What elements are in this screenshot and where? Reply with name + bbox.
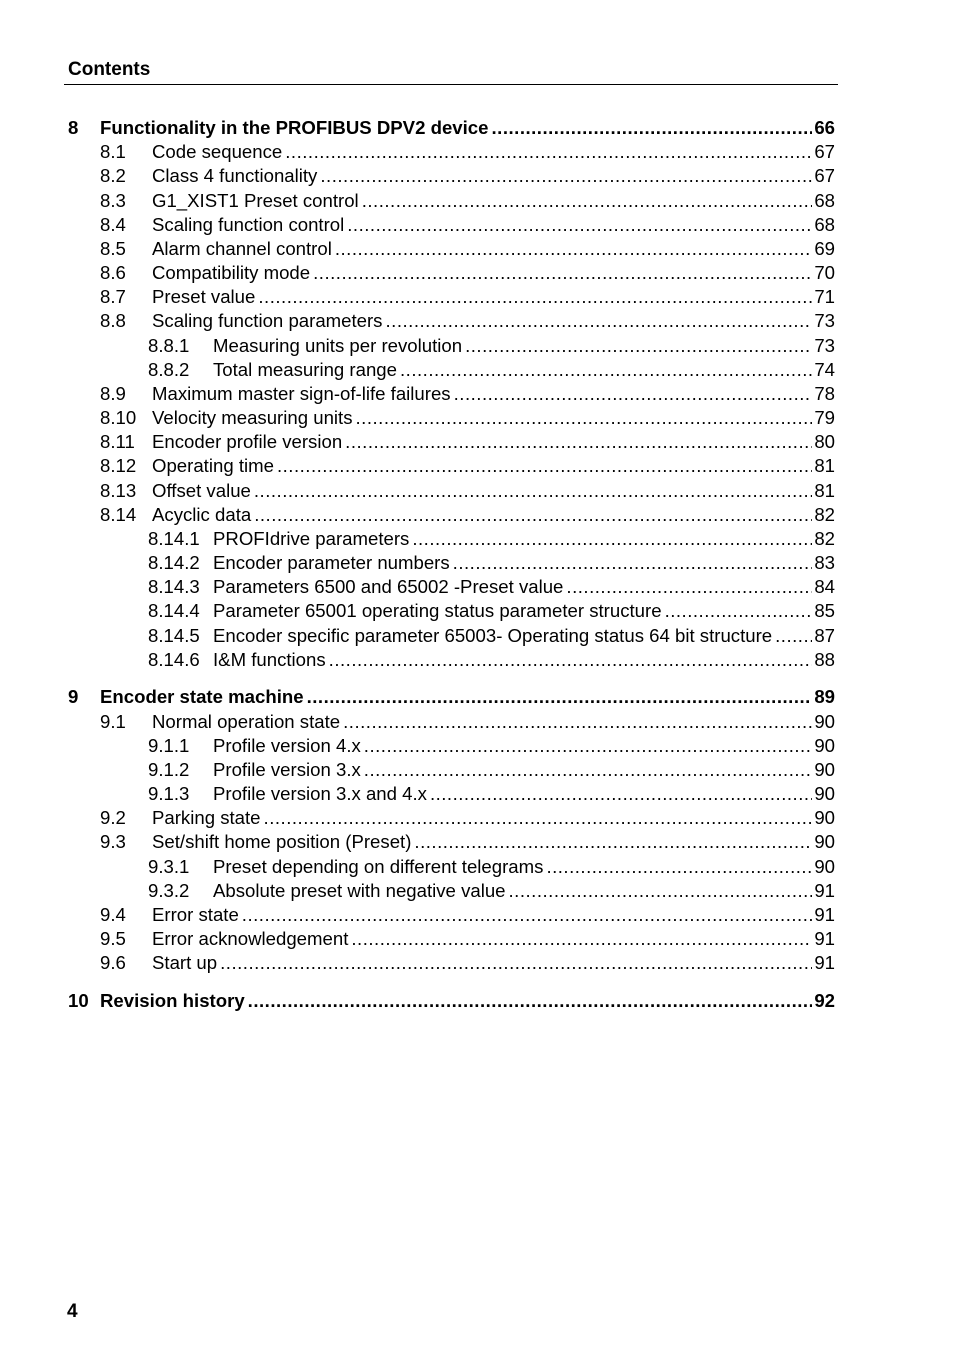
toc-entry-body: [213, 624, 835, 648]
toc-entry: [0, 758, 954, 782]
toc-entry-page: 79: [814, 407, 835, 428]
toc-entry: [0, 358, 954, 382]
toc-entry: [0, 599, 954, 623]
toc-entry-title: Class 4 functionality: [152, 165, 318, 187]
toc-entry-page: 84: [814, 576, 835, 598]
toc-entry-number: 8.1: [100, 141, 126, 163]
toc-entry: [0, 685, 954, 709]
toc-dot-leader: [400, 358, 812, 382]
toc-entry-title: Profile version 3.x and 4.x: [213, 783, 427, 805]
toc-entry-body: [152, 830, 835, 854]
toc-dot-leader: [242, 903, 813, 927]
toc-entry-title: Preset depending on different telegrams: [213, 855, 544, 877]
toc-entry: [0, 454, 954, 478]
toc-entry-number: 8.10: [100, 407, 137, 428]
toc-entry-page: 91: [814, 928, 835, 950]
toc-entry-page: 90: [814, 710, 835, 732]
toc-dot-leader: [254, 479, 812, 503]
toc-entry-number: 8.14.5: [148, 624, 200, 646]
toc-entry-title: Encoder profile version: [152, 431, 343, 453]
toc-entry-page: 78: [814, 382, 835, 404]
toc-entry-body: [152, 382, 835, 406]
toc-entry-title: Revision history: [100, 989, 245, 1011]
toc-entry-body: [152, 261, 835, 285]
toc-entry-title: Parking state: [152, 807, 261, 829]
toc-entry-body: [213, 782, 835, 806]
toc-entry-title: Preset value: [152, 286, 256, 308]
toc-entry-title: PROFIdrive parameters: [213, 527, 410, 549]
toc-entry: [0, 903, 954, 927]
toc-entry-page: 67: [814, 141, 835, 163]
toc-entry-title: Total measuring range: [213, 358, 397, 380]
toc-entry: [0, 551, 954, 575]
toc-entry-body: [213, 734, 835, 758]
toc-entry-body: [152, 309, 835, 333]
toc-entry-title: Alarm channel control: [152, 237, 332, 259]
toc-entry-page: 83: [814, 552, 835, 574]
toc-entry-page: 71: [814, 286, 835, 308]
toc-entry-number: 8.7: [100, 286, 126, 308]
toc-dot-leader: [254, 503, 812, 527]
toc-entry-page: 80: [814, 431, 835, 453]
toc-entry-page: 89: [814, 686, 835, 708]
toc-entry: [0, 164, 954, 188]
toc-entry-title: Parameter 65001 operating status parameter structure: [213, 600, 662, 622]
toc-dot-leader: [385, 309, 812, 333]
toc-entry-number: 9.3: [100, 831, 126, 853]
toc-entry: [0, 624, 954, 648]
toc-dot-leader: [264, 806, 813, 830]
toc-entry-title: Velocity measuring units: [152, 407, 353, 428]
toc-entry-number: 10: [68, 989, 89, 1011]
toc-entry-body: [152, 806, 835, 830]
toc-entry: [0, 479, 954, 503]
toc-entry-body: [100, 685, 835, 709]
toc-entry-number: 9.6: [100, 952, 126, 974]
toc-entry: [0, 806, 954, 830]
toc-entry-number: 8.14.6: [148, 648, 200, 670]
toc-entry-page: 91: [814, 879, 835, 901]
toc-entry-number: 8.14.3: [148, 576, 200, 598]
page-number: 4: [67, 1301, 78, 1322]
toc-entry: [0, 782, 954, 806]
toc-entry-page: 92: [814, 989, 835, 1011]
toc-dot-leader: [347, 213, 812, 237]
toc-entry-number: 9.1: [100, 710, 126, 732]
toc-dot-leader: [546, 855, 812, 879]
toc-entry-body: [152, 406, 835, 430]
toc-entry-number: 9.5: [100, 928, 126, 950]
toc-entry-title: Set/shift home position (Preset): [152, 831, 412, 853]
toc-entry-body: [152, 140, 835, 164]
toc-entry-page: 88: [814, 648, 835, 670]
toc-entry: [0, 285, 954, 309]
toc-dot-leader: [220, 951, 812, 975]
toc-entry-body: [213, 575, 835, 599]
toc-entry: [0, 927, 954, 951]
toc-entry: [0, 406, 954, 430]
toc-entry-body: [213, 879, 835, 903]
toc-dot-leader: [665, 599, 813, 623]
toc-entry-body: [100, 989, 835, 1013]
toc-entry-number: 8.14.4: [148, 600, 200, 622]
toc-dot-leader: [343, 710, 812, 734]
toc-entry-number: 8.3: [100, 189, 126, 211]
toc-entry-page: 90: [814, 783, 835, 805]
toc-entry-page: 68: [814, 213, 835, 235]
toc-entry-title: Compatibility mode: [152, 262, 311, 283]
toc-dot-leader: [335, 237, 812, 261]
toc-entry: [0, 189, 954, 213]
toc-entry-body: [152, 285, 835, 309]
toc-entry: [0, 879, 954, 903]
toc-entry: [0, 527, 954, 551]
toc-entry-title: Absolute preset with negative value: [213, 879, 506, 901]
toc-entry-title: Normal operation state: [152, 710, 341, 732]
toc-entry-number: 9.2: [100, 807, 126, 829]
toc-entry-title: G1_XIST1 Preset control: [152, 189, 359, 211]
toc-entry-page: 81: [814, 479, 835, 501]
toc-entry-title: I&M functions: [213, 648, 326, 670]
toc-entry-number: 9.3.1: [148, 855, 190, 877]
toc-dot-leader: [454, 382, 813, 406]
toc-entry: [0, 648, 954, 672]
toc-dot-leader: [491, 116, 812, 140]
toc-entry: [0, 116, 954, 140]
toc-entry-number: 8.11: [100, 431, 135, 453]
toc-dot-leader: [356, 406, 813, 430]
toc-dot-leader: [412, 527, 812, 551]
toc-entry-body: [152, 189, 835, 213]
toc-entry-body: [213, 527, 835, 551]
toc-entry: [0, 855, 954, 879]
toc-entry-body: [152, 927, 835, 951]
toc-entry: [0, 734, 954, 758]
toc-entry-number: 8.13: [100, 479, 137, 501]
toc-entry-number: 8.14: [100, 503, 137, 525]
toc-entry-body: [213, 758, 835, 782]
toc-entry-number: 9.1.3: [148, 783, 190, 805]
toc-entry-number: 9.3.2: [148, 879, 190, 901]
toc-entry-title: Scaling function control: [152, 213, 345, 235]
toc-dot-leader: [320, 164, 812, 188]
toc-entry-body: [152, 503, 835, 527]
toc-entry-body: [152, 903, 835, 927]
toc-entry-number: 8.12: [100, 455, 137, 477]
toc-entry-body: [152, 479, 835, 503]
toc-dot-leader: [566, 575, 812, 599]
toc-dot-leader: [307, 685, 813, 709]
toc-entry-title: Profile version 4.x: [213, 734, 361, 756]
toc-entry-body: [213, 855, 835, 879]
toc-dot-leader: [313, 261, 812, 285]
toc-dot-leader: [362, 189, 813, 213]
toc-entry-body: [152, 213, 835, 237]
toc-entry-page: 82: [814, 527, 835, 549]
toc-dot-leader: [465, 334, 812, 358]
toc-entry-number: 8: [68, 117, 79, 138]
toc-entry-page: 90: [814, 807, 835, 829]
toc-entry-title: Encoder parameter numbers: [213, 552, 450, 574]
toc-dot-leader: [775, 624, 812, 648]
toc-entry-body: [213, 358, 835, 382]
toc-dot-leader: [414, 830, 812, 854]
toc-entry-page: 81: [814, 455, 835, 477]
toc-entry: [0, 334, 954, 358]
toc-entry-title: Start up: [152, 952, 218, 974]
toc-entry-body: [213, 599, 835, 623]
toc-entry-number: 9.1.2: [148, 758, 190, 780]
toc-entry-page: 74: [814, 358, 835, 380]
toc-dot-leader: [329, 648, 813, 672]
toc-entry-body: [152, 710, 835, 734]
toc-entry: [0, 430, 954, 454]
toc-entry-title: Functionality in the PROFIBUS DPV2 device: [100, 117, 489, 138]
toc-dot-leader: [351, 927, 812, 951]
toc-entry-number: 8.14.2: [148, 552, 200, 574]
page-header-title: Contents: [68, 59, 151, 80]
toc-entry: [0, 951, 954, 975]
toc-dot-leader: [345, 430, 812, 454]
toc-entry-number: 8.2: [100, 165, 126, 187]
toc-entry-title: Parameters 6500 and 65002 -Preset value: [213, 576, 564, 598]
toc-entry-number: 8.9: [100, 382, 126, 404]
toc-entry: [0, 710, 954, 734]
header-rule: [64, 84, 838, 85]
toc-dot-leader: [285, 140, 812, 164]
toc-entry-body: [213, 648, 835, 672]
toc-dot-leader: [453, 551, 813, 575]
toc-entry-body: [152, 237, 835, 261]
toc-entry-body: [100, 116, 835, 140]
toc-entry-page: 91: [814, 952, 835, 974]
toc-entry-page: 82: [814, 503, 835, 525]
toc-entry-number: 8.8.2: [148, 358, 190, 380]
toc-entry-title: Maximum master sign-of-life failures: [152, 382, 451, 404]
toc-entry: [0, 237, 954, 261]
toc-entry-number: 8.5: [100, 237, 126, 259]
toc-entry-body: [213, 551, 835, 575]
toc-entry-title: Measuring units per revolution: [213, 334, 463, 356]
toc-entry-number: 8.4: [100, 213, 126, 235]
toc-entry: [0, 382, 954, 406]
toc-dot-leader: [248, 989, 813, 1013]
toc-entry-page: 85: [814, 600, 835, 622]
toc-entry-body: [152, 454, 835, 478]
toc-entry-number: 8.8.1: [148, 334, 190, 356]
toc-entry-page: 68: [814, 189, 835, 211]
toc-dot-leader: [258, 285, 812, 309]
toc-entry: [0, 309, 954, 333]
toc-entry-body: [152, 951, 835, 975]
toc-entry-page: 66: [814, 117, 835, 138]
toc-entry-number: 9.4: [100, 903, 126, 925]
toc-entry-page: 90: [814, 734, 835, 756]
toc-entry-title: Scaling function parameters: [152, 310, 383, 332]
toc-entry-page: 90: [814, 831, 835, 853]
toc-entry-title: Error state: [152, 903, 239, 925]
toc-entry: [0, 140, 954, 164]
toc-entry: [0, 261, 954, 285]
toc-entry: [0, 830, 954, 854]
toc-entry-page: 90: [814, 758, 835, 780]
toc-entry-body: [213, 334, 835, 358]
toc-entry-number: 9: [68, 686, 79, 708]
toc-entry-number: 8.6: [100, 262, 126, 283]
toc-entry-page: 67: [814, 165, 835, 187]
toc-entry: [0, 575, 954, 599]
toc-entry-body: [152, 164, 835, 188]
toc-entry-page: 90: [814, 855, 835, 877]
toc-entry-page: 87: [814, 624, 835, 646]
toc-entry-page: 73: [814, 334, 835, 356]
toc-entry-number: 8.14.1: [148, 527, 200, 549]
toc-entry-page: 91: [814, 903, 835, 925]
toc-dot-leader: [364, 758, 813, 782]
toc-entry-title: Profile version 3.x: [213, 758, 361, 780]
toc-entry-page: 70: [814, 262, 835, 283]
toc-entry-title: Code sequence: [152, 141, 283, 163]
toc-entry-number: 9.1.1: [148, 734, 190, 756]
toc-entry-title: Acyclic data: [152, 503, 252, 525]
toc-dot-leader: [277, 454, 812, 478]
toc-entry-title: Offset value: [152, 479, 251, 501]
toc-entry: [0, 989, 954, 1013]
toc-entry-title: Operating time: [152, 455, 274, 477]
toc-entry-title: Encoder specific parameter 65003- Operating status 64 bit structure: [213, 624, 773, 646]
toc-entry: [0, 503, 954, 527]
toc-entry-body: [152, 430, 835, 454]
toc-dot-leader: [509, 879, 813, 903]
toc-entry-page: 73: [814, 310, 835, 332]
toc-entry-page: 69: [814, 237, 835, 259]
toc-entry: [0, 213, 954, 237]
toc-entry-number: 8.8: [100, 310, 126, 332]
toc-dot-leader: [430, 782, 812, 806]
toc-entry-title: Error acknowledgement: [152, 928, 349, 950]
toc-dot-leader: [364, 734, 813, 758]
toc-entry-title: Encoder state machine: [100, 686, 304, 708]
